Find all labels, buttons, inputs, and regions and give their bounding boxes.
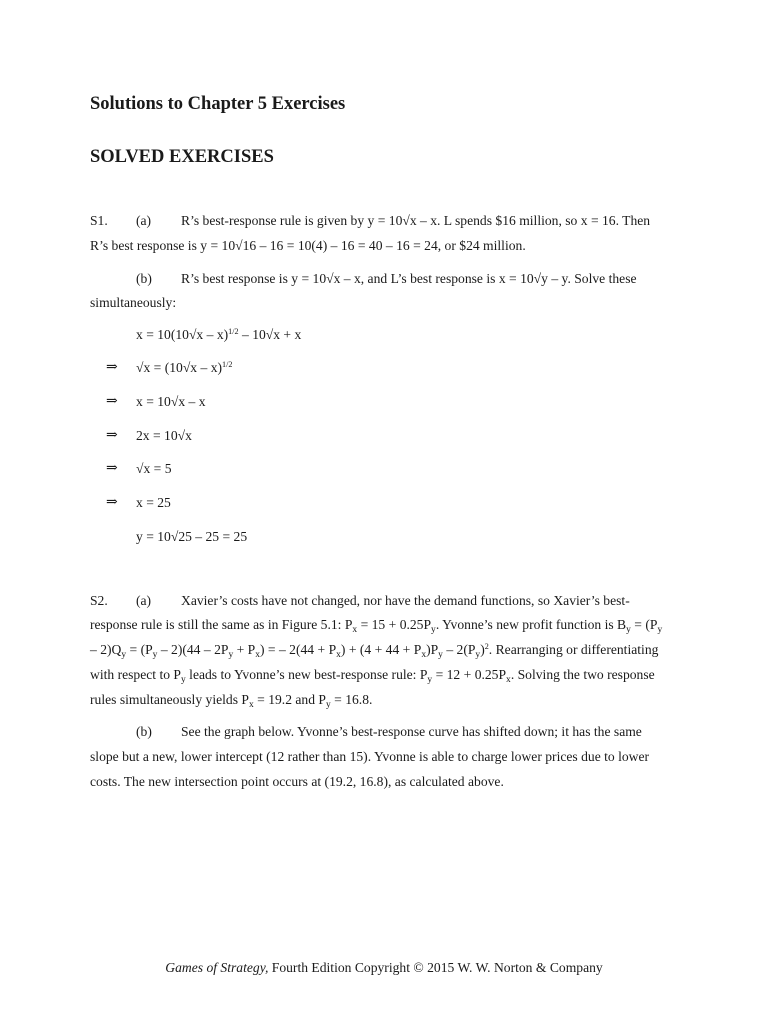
subscript: y xyxy=(121,650,127,660)
implies-arrow-icon: ⇒ xyxy=(106,360,118,375)
text-run: – 2(P xyxy=(442,642,476,657)
subscript: x xyxy=(421,650,427,660)
subscript: x xyxy=(248,700,254,710)
equation-text: √x = (10√x – x) xyxy=(136,360,223,375)
text-run: = (P xyxy=(630,617,658,632)
subscript: x xyxy=(506,675,511,685)
text-run: leads to Yvonne’s new best-response rule: P xyxy=(185,667,428,682)
subscript: y xyxy=(438,650,443,660)
paragraph-line xyxy=(90,692,373,710)
equation-step: 2x = 10√x xyxy=(136,428,192,443)
implies-arrow-icon: ⇒ xyxy=(106,394,118,409)
part-label-s2a: (a) xyxy=(136,593,152,608)
equation-step: x = 10√x – x xyxy=(136,394,206,409)
text-run: = 16.8. xyxy=(330,692,373,707)
text-run: response rule is still the same as in Figure 5.1: P xyxy=(90,617,353,632)
subscript: x xyxy=(352,625,358,635)
text-run: ) xyxy=(480,642,485,657)
subscript: y xyxy=(181,675,186,685)
page-title: Solutions to Chapter 5 Exercises xyxy=(90,94,346,114)
equation-step xyxy=(136,328,301,342)
part-label-s1b: (b) xyxy=(136,271,152,286)
section-heading: SOLVED EXERCISES xyxy=(90,147,274,167)
paragraph-line xyxy=(90,642,659,660)
text-run: )P xyxy=(426,642,439,657)
copyright-text: Fourth Edition Copyright © 2015 W. W. Norton & Company xyxy=(268,960,603,975)
paragraph-line: See the graph below. Yvonne’s best-response curve has shifted down; it has the same xyxy=(181,724,642,739)
text-run: . Yvonne’s new profit function is B xyxy=(435,617,627,632)
subscript: x xyxy=(336,650,341,660)
equation-text: – 10√x + x xyxy=(238,327,302,342)
exercise-number-s1: S1. xyxy=(90,213,108,228)
paragraph-line xyxy=(90,617,663,635)
part-label-s2b: (b) xyxy=(136,724,152,739)
book-title: Games of Strategy, xyxy=(165,960,269,975)
subscript: y xyxy=(228,650,234,660)
text-run: – 2)Q xyxy=(90,642,122,657)
part-label-s1a: (a) xyxy=(136,213,152,228)
exponent: 1/2 xyxy=(222,360,233,369)
equation-step xyxy=(136,361,232,375)
paragraph-line: simultaneously: xyxy=(90,295,177,310)
equation-step: y = 10√25 – 25 = 25 xyxy=(136,529,248,544)
superscript: 2 xyxy=(484,642,489,651)
paragraph-line: R’s best-response rule is given by y = 10√x – x. L spends $16 million, so x = 16. Then xyxy=(181,213,651,228)
text-run: . Rearranging or differentiating xyxy=(488,642,659,657)
paragraph-line: R’s best response is y = 10√16 – 16 = 10(4) – 16 = 40 – 16 = 24, or $24 million. xyxy=(90,238,526,253)
exercise-number-s2: S2. xyxy=(90,593,108,608)
equation-text: x = 10(10√x – x) xyxy=(136,327,229,342)
text-run: = 12 + 0.25P xyxy=(432,667,507,682)
paragraph-line: slope but a new, lower intercept (12 rather than 15). Yvonne is able to charge lower prices due to lower xyxy=(90,749,650,764)
text-run: = (P xyxy=(126,642,153,657)
equation-step: x = 25 xyxy=(136,495,171,510)
page-footer xyxy=(0,960,768,976)
text-run: with respect to P xyxy=(90,667,181,682)
equation-step: √x = 5 xyxy=(136,461,172,476)
text-run: ) = – 2(44 + P xyxy=(260,642,337,657)
text-run: ) + (4 + 44 + P xyxy=(340,642,422,657)
paragraph-line: Xavier’s costs have not changed, nor have the demand functions, so Xavier’s best- xyxy=(181,593,630,608)
paragraph-line xyxy=(90,667,655,685)
subscript: y xyxy=(427,675,433,685)
implies-arrow-icon: ⇒ xyxy=(106,428,118,443)
text-run: = 15 + 0.25P xyxy=(357,617,432,632)
subscript: y xyxy=(626,625,631,635)
subscript: y xyxy=(657,625,663,635)
text-run: rules simultaneously yields P xyxy=(90,692,249,707)
paragraph-line: costs. The new intersection point occurs at (19.2, 16.8), as calculated above. xyxy=(90,774,504,789)
subscript: y xyxy=(475,650,481,660)
paragraph-line: R’s best response is y = 10√x – x, and L’s best response is x = 10√y – y. Solve these xyxy=(181,271,637,286)
text-run: . Solving the two response xyxy=(510,667,655,682)
implies-arrow-icon: ⇒ xyxy=(106,495,118,510)
implies-arrow-icon: ⇒ xyxy=(106,461,118,476)
subscript: y xyxy=(152,650,158,660)
text-run: = 19.2 and P xyxy=(253,692,326,707)
subscript: x xyxy=(255,650,260,660)
exponent: 1/2 xyxy=(228,327,239,336)
text-run: + P xyxy=(233,642,256,657)
subscript: y xyxy=(325,700,331,710)
text-run: – 2)(44 – 2P xyxy=(157,642,229,657)
subscript: y xyxy=(431,625,436,635)
